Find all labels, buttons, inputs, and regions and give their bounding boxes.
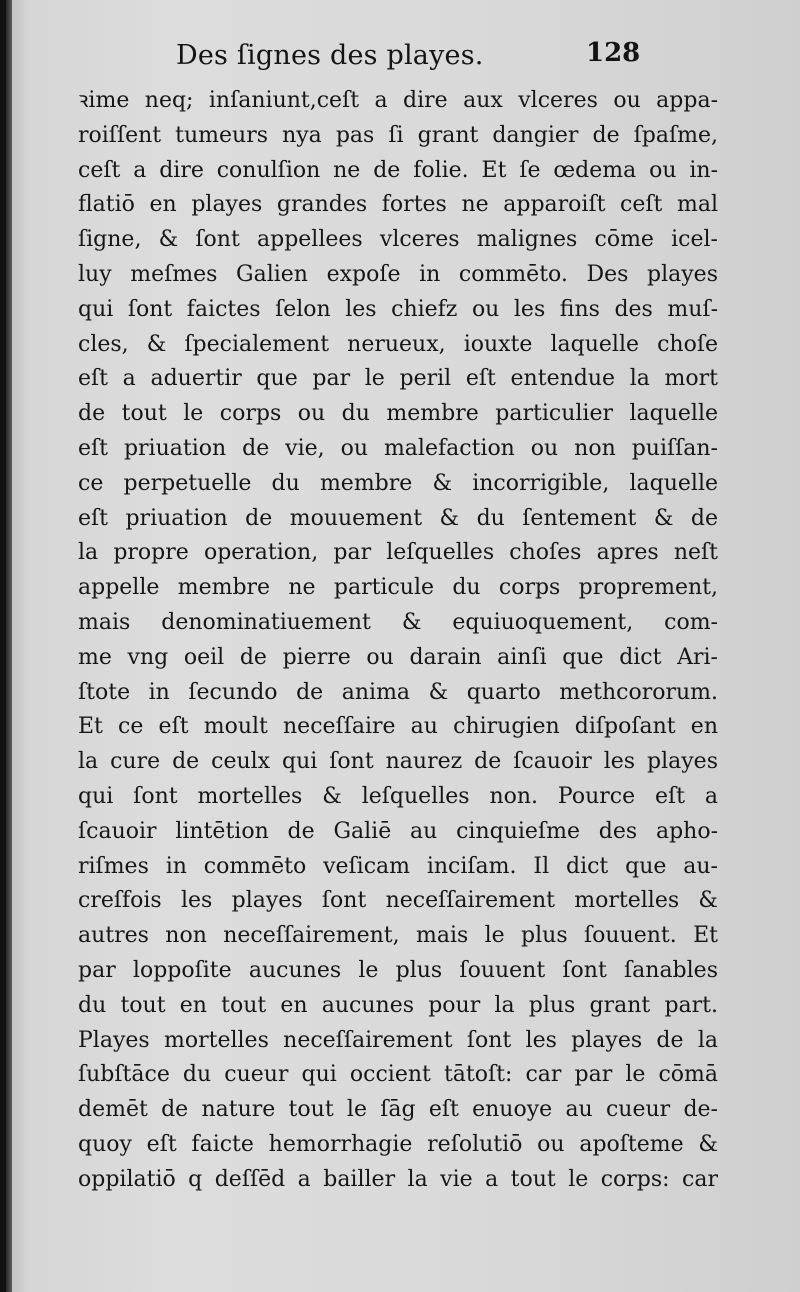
text-line: de tout le corps ou du membre particulier laquelle bbox=[78, 401, 718, 427]
text-line: me vng oeil de pierre ou darain ainſi que dict Ari- bbox=[78, 644, 718, 670]
text-line: du tout en tout en aucunes pour la plus grant part. bbox=[78, 992, 718, 1018]
text-line: ce perpetuelle du membre & incorrigible, laquelle bbox=[78, 470, 718, 496]
text-line: ſubſtāce du cueur qui occient tātoſt: car par le cōmā bbox=[78, 1062, 718, 1088]
text-line: eſt priuation de vie, ou malefaction ou non puiſſan- bbox=[78, 435, 718, 461]
text-line: ſtote in ſecundo de anima & quarto methcororum. bbox=[78, 679, 718, 705]
text-line: la propre operation, par leſquelles choſes apres neſt bbox=[78, 540, 718, 566]
text-line: appelle membre ne particule du corps proprement, bbox=[78, 575, 718, 601]
book-page bbox=[6, 0, 800, 1292]
text-line: quoy eſt faicte hemorrhagie reſolutiō ou apoſteme & bbox=[78, 1131, 718, 1157]
text-line: qui ſont mortelles & leſquelles non. Pource eſt a bbox=[78, 783, 718, 809]
text-line: roiſſent tumeurs nya pas ſi grant dangier de ſpaſme, bbox=[78, 122, 718, 148]
text-line: luy meſmes Galien expoſe in commēto. Des playes bbox=[78, 261, 718, 287]
running-head: Des ſignes des playes. bbox=[176, 40, 484, 71]
text-line: ſcauoir lintētion de Galiē au cinquieſme des apho- bbox=[78, 818, 718, 844]
text-line: Playes mortelles neceſſairement ſont les playes de la bbox=[78, 1027, 718, 1053]
page-number: 128 bbox=[586, 38, 641, 68]
text-line: ꝛime neq; inſaniunt,ceſt a dire aux vlceres ou appa- bbox=[78, 88, 718, 113]
text-line: oppilatiō q deſſēd a bailler la vie a tout le corps: car bbox=[78, 1166, 718, 1192]
text-line: ſigne, & ſont appellees vlceres malignes cōme icel- bbox=[78, 227, 718, 253]
text-line: ceſt a dire conulſion ne de folie. Et ſe œdema ou in- bbox=[78, 157, 718, 183]
text-line: mais denominatiuement & equiuoquement, com- bbox=[78, 609, 718, 635]
text-line: creſfois les playes ſont neceſſairement mortelles & bbox=[78, 888, 718, 914]
text-line: autres non neceſſairement, mais le plus ſouuent. Et bbox=[78, 923, 718, 949]
text-line: par loppoſite aucunes le plus ſouuent ſont ſanables bbox=[78, 957, 718, 983]
text-line: cles, & ſpecialement nerueux, iouxte laquelle choſe bbox=[78, 331, 718, 357]
text-line: riſmes in commēto veſicam inciſam. Il dict que au- bbox=[78, 853, 718, 879]
page-gutter-edge bbox=[6, 0, 12, 1292]
text-line: la cure de ceulx qui ſont naurez de ſcauoir les playes bbox=[78, 749, 718, 775]
text-line: flatiō en playes grandes fortes ne apparoiſt ceſt mal bbox=[78, 192, 718, 218]
text-line: demēt de nature tout le ſāg eſt enuoye au cueur de- bbox=[78, 1097, 718, 1123]
text-line: eſt a aduertir que par le peril eſt entendue la mort bbox=[78, 366, 718, 392]
text-line: eſt priuation de mouuement & du ſentement & de bbox=[78, 505, 718, 531]
text-line: qui ſont faictes ſelon les chiefz ou les fins des muſ- bbox=[78, 296, 718, 322]
text-line: Et ce eſt moult neceſſaire au chirugien diſpoſant en bbox=[78, 714, 718, 740]
body-text bbox=[78, 84, 718, 1198]
